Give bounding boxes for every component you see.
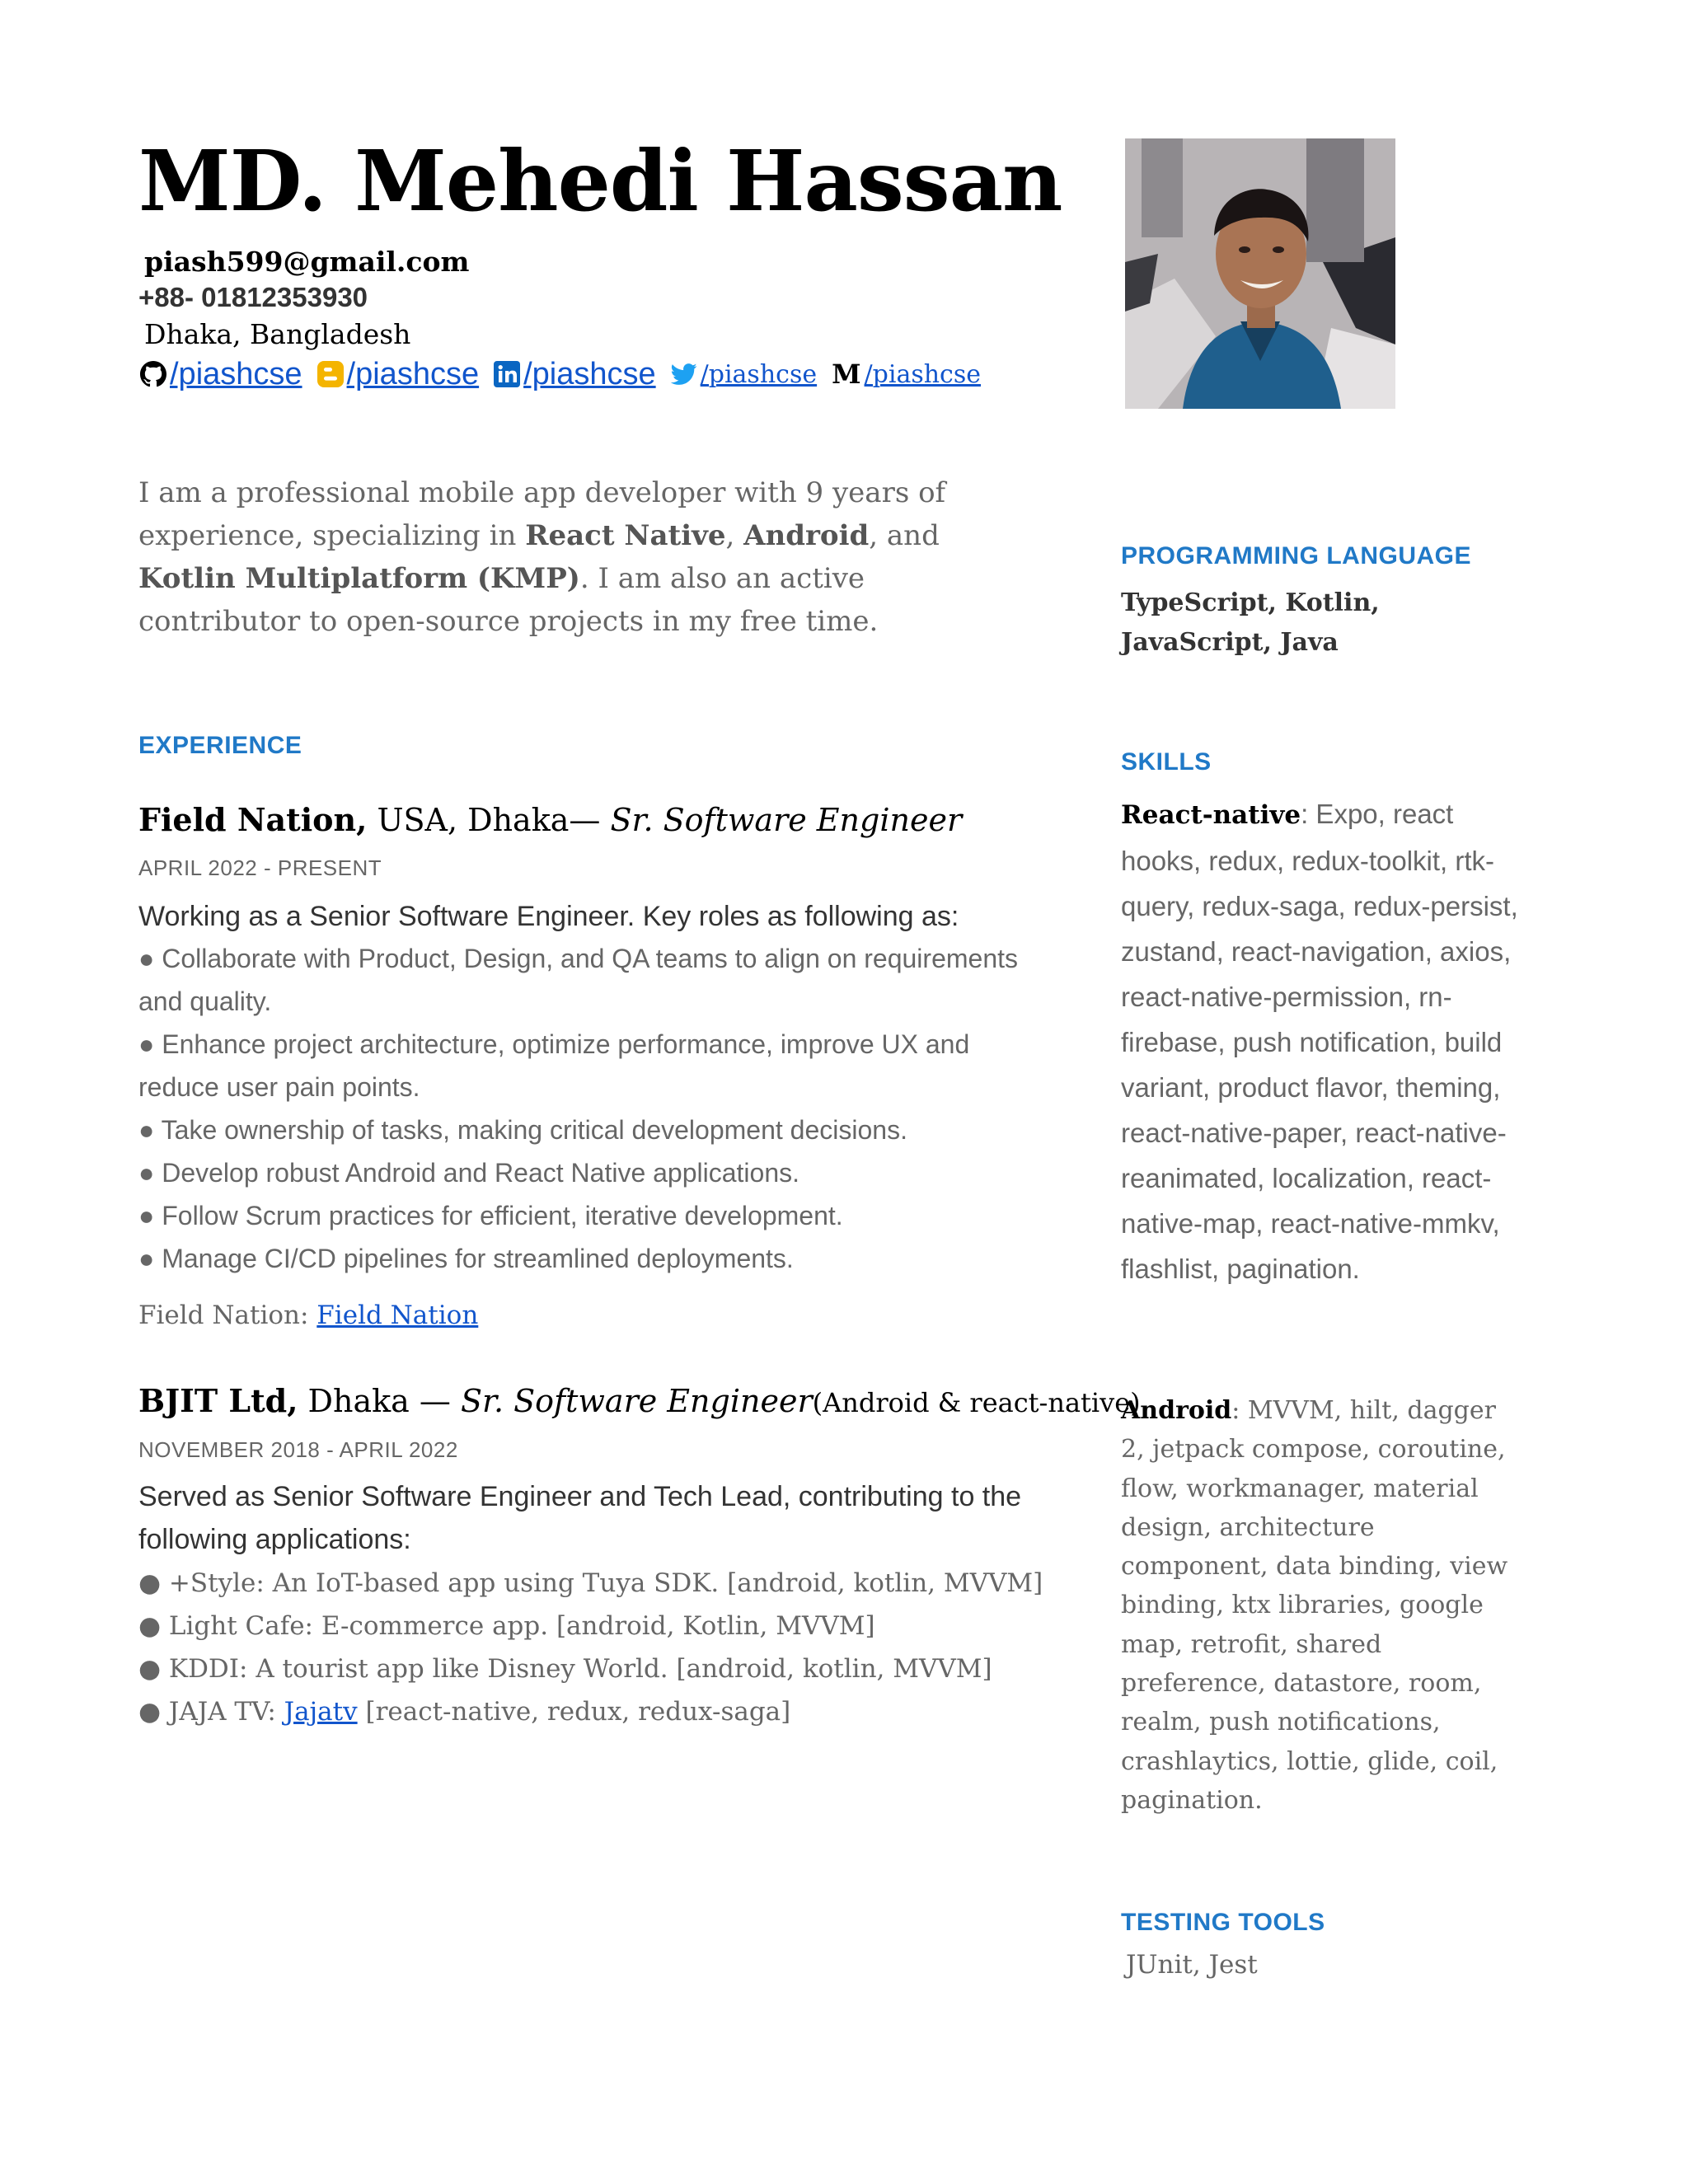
bullet-item: ● Take ownership of tasks, making critical development decisions. [138,1115,907,1145]
job-role-suffix: (Android & react-native) [812,1387,1141,1418]
phone-text: +88- 01812353930 [138,282,368,312]
bullet-item: ● Manage CI/CD pipelines for streamlined deployments. [138,1244,794,1273]
skills-heading: SKILLS [1121,748,1212,776]
social-github [140,357,302,392]
profile-summary [138,471,996,643]
bullet-item: ● +Style: An IoT-based app using Tuya SDK. [android, kotlin, MVVM] [138,1568,1043,1598]
summary-text: . I am also an active contributor to open-source projects in my free time. [138,562,879,638]
linkedin-icon [494,361,520,387]
blogger-icon [317,361,344,387]
bullet-item: ● KDDI: A tourist app like Disney World. [android, kotlin, MVVM] [138,1654,992,1684]
bullet-item: ● Collaborate with Product, Design, and QA teams to align on requirements and quality. [138,944,1018,1016]
summary-highlight: React Native [525,519,726,552]
jajatv-link[interactable]: Jajatv [284,1697,358,1727]
bullet-item: ● Follow Scrum practices for efficient, iterative development. [138,1201,843,1230]
job-location: USA, Dhaka— [367,802,611,838]
medium-link[interactable]: /piashcse [864,359,981,389]
programming-heading: PROGRAMMING LANGUAGE [1121,542,1471,569]
summary-text: , and [869,519,940,552]
programming-languages: TypeScript, Kotlin, JavaScript, Java [1121,588,1380,657]
bullet-item [138,1690,1053,1733]
profile-photo [1125,138,1395,409]
summary-text: I am a professional mobile app developer with 9 years of experience, specializing in [138,476,946,552]
github-link[interactable]: /piashcse [170,356,302,391]
skill-list: : Expo, react hooks, redux, redux-toolkit, rtk-query, redux-saga, redux-persist, zustand, react-navigation, axios, react-native-permission, rn-firebase, push notification, build variant, product flavor, theming, react-native-paper, react-native-reanimated, localization, react-native-map, react-native-mmkv, flashlist, pagination. [1121,799,1518,1284]
job-location: Dhaka — [298,1383,461,1419]
job-intro: Served as Senior Software Engineer and Tech Lead, contributing to the following applications: [138,1481,1022,1555]
linkedin-link[interactable]: /piashcse [523,356,656,391]
testing-heading: TESTING TOOLS [1121,1909,1325,1936]
job-date: NOVEMBER 2018 - APRIL 2022 [138,1437,458,1462]
job-date: APRIL 2022 - PRESENT [138,855,382,880]
job-title [138,1382,1141,1419]
location-text: Dhaka, Bangladesh [144,318,411,350]
bullet-item: ● Light Cafe: E-commerce app. [android, Kotlin, MVVM] [138,1611,875,1641]
skills-android [1121,1391,1525,1820]
social-links [140,356,996,392]
email-text: piash599@gmail.com [144,246,470,278]
job-intro: Working as a Senior Software Engineer. Key roles as following as: [138,901,959,932]
job-bullets [138,937,1045,1280]
job-title [138,801,962,838]
candidate-name: MD. Mehedi Hassan [138,132,1062,230]
company-name: BJIT Ltd, [138,1382,298,1419]
medium-icon: M [832,359,861,390]
github-icon [140,361,166,387]
twitter-icon [671,361,697,387]
skills-react-native [1121,791,1525,1291]
summary-text: , [725,519,744,552]
bullet-prefix: ● JAJA TV: [138,1697,284,1727]
company-name: Field Nation, [138,801,368,838]
summary-highlight: Android [743,519,870,552]
experience-heading: EXPERIENCE [138,732,302,759]
skill-label: React-native [1121,800,1301,830]
skill-label: Android [1121,1396,1232,1425]
twitter-link[interactable]: /piashcse [700,359,818,389]
social-twitter [671,360,817,389]
skill-list: : MVVM, hilt, dagger 2, jetpack compose, coroutine, flow, workmanager, material design, architecture component, data binding, view binding, ktx libraries, google map, retrofit, shared preference, datastore, room, realm, push notifications, crashlaytics, lottie, glide, coil, pagination. [1121,1396,1508,1815]
job-bullets [138,1562,1053,1733]
social-linkedin [494,357,656,392]
company-link-line [138,1301,478,1330]
field-nation-link[interactable]: Field Nation [316,1301,479,1330]
social-medium [832,359,981,390]
testing-tools: JUnit, Jest [1126,1950,1258,1980]
bullet-item: ● Develop robust Android and React Native applications. [138,1158,800,1188]
bullet-suffix: [react-native, redux, redux-saga] [357,1697,791,1727]
social-blogger [317,357,480,392]
job-role: Sr. Software Engineer [460,1383,813,1419]
job-role: Sr. Software Engineer [610,802,963,838]
blogger-link[interactable]: /piashcse [346,356,480,391]
bullet-item: ● Enhance project architecture, optimize performance, improve UX and reduce user pain points. [138,1029,970,1102]
summary-highlight: Kotlin Multiplatform (KMP) [138,562,580,595]
link-prefix: Field Nation: [138,1301,317,1330]
